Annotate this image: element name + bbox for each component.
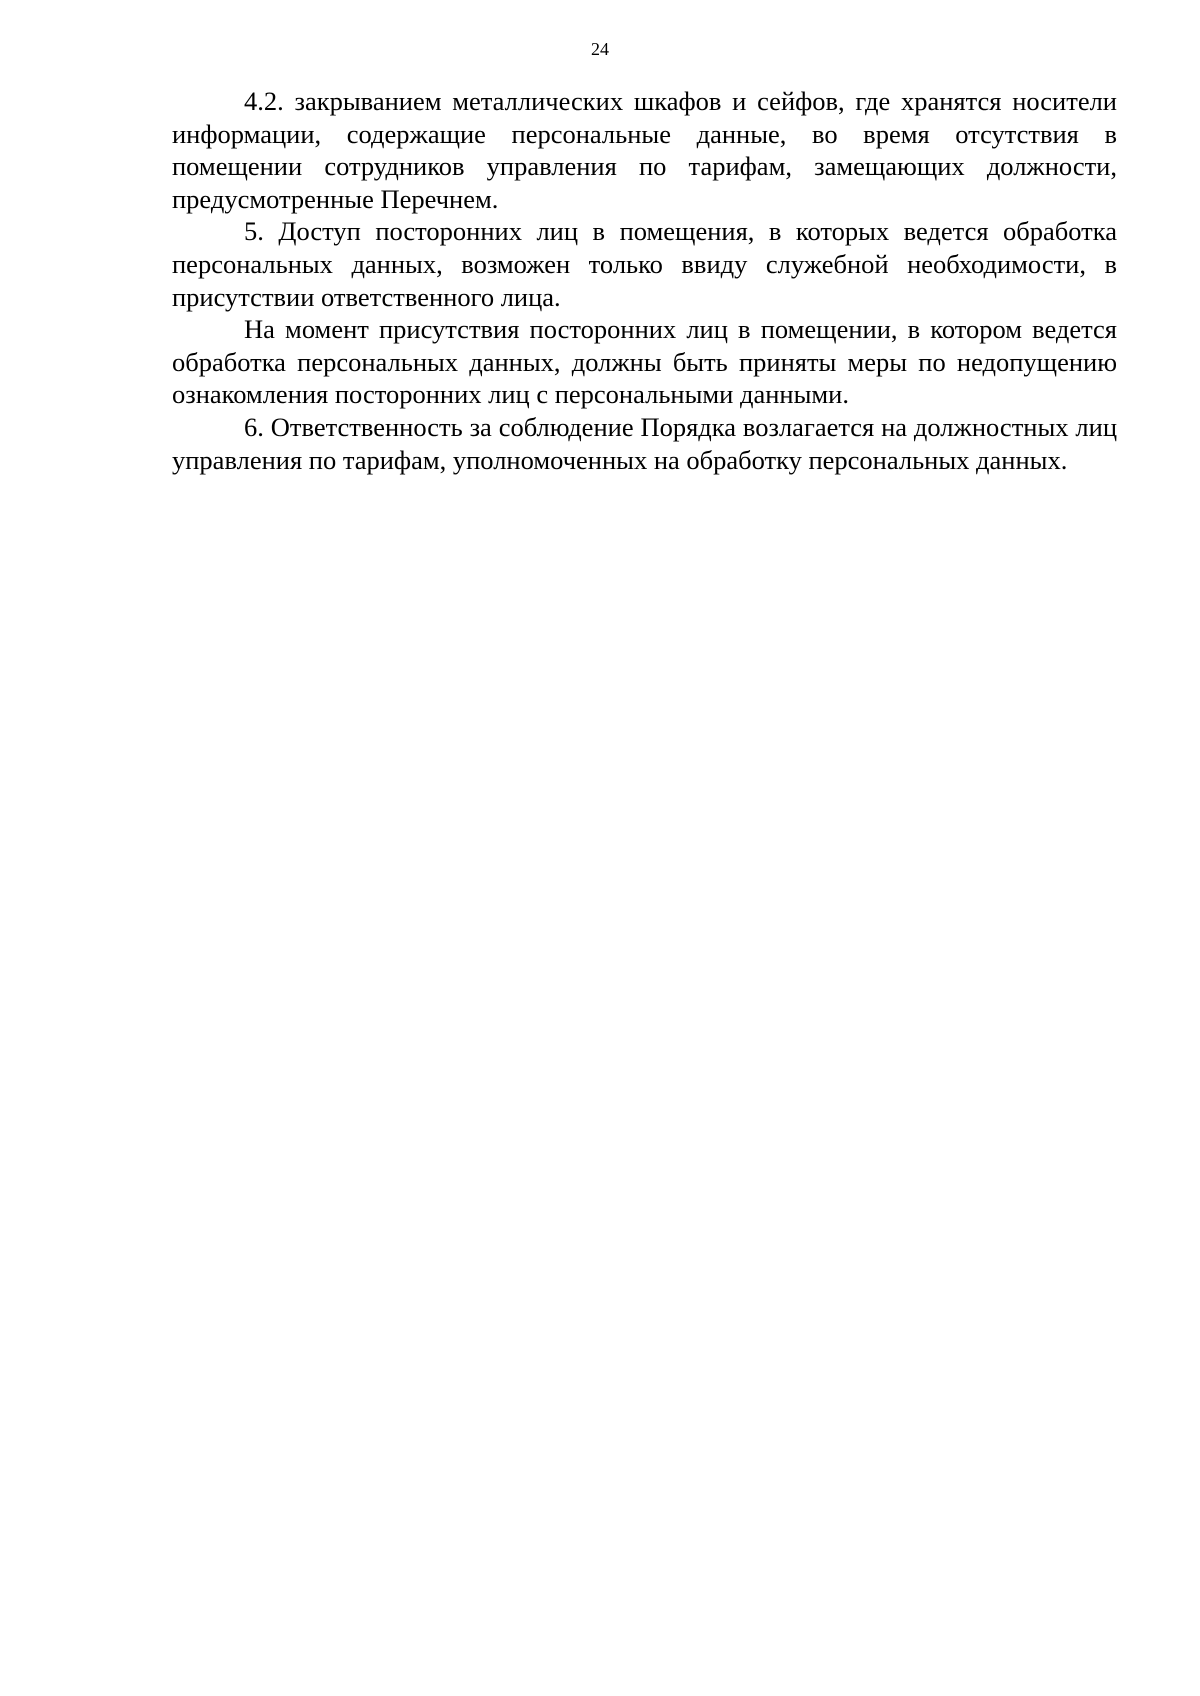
page-number: 24 bbox=[591, 39, 609, 59]
paragraph-5-continuation: На момент присутствия посторонних лиц в помещении, в котором ведется обработка персональных данных, должны быть приняты меры по недопущению ознакомления посторонних лиц с персональными данными. bbox=[172, 314, 1117, 410]
paragraph-4-2: 4.2. закрыванием металлических шкафов и сейфов, где хранятся носители информации, содержащие персональные данные, во время отсутствия в помещении сотрудников управления по тарифам, замещающих должности, предусмотренные Перечнем. bbox=[172, 86, 1117, 214]
document-body bbox=[172, 85, 1117, 476]
paragraph-6: 6. Ответственность за соблюдение Порядка возлагается на должностных лиц управления по тарифам, уполномоченных на обработку персональных данных. bbox=[172, 411, 1117, 475]
paragraph-5: 5. Доступ посторонних лиц в помещения, в которых ведется обработка персональных данных, возможен только ввиду служебной необходимости, в присутствии ответственного лица. bbox=[172, 216, 1117, 312]
